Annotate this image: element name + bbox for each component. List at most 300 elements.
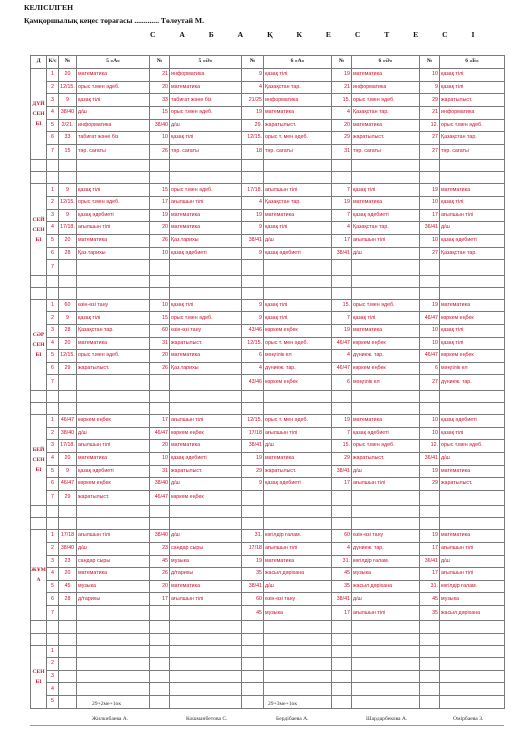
room-number <box>59 260 77 275</box>
table-row <box>31 299 505 312</box>
lesson-number: 3 <box>47 440 59 453</box>
subject-cell: ағылшын тілі <box>264 542 332 555</box>
room-number: 20 <box>59 234 77 247</box>
separator-row <box>31 402 505 414</box>
lesson-number: 2 <box>47 658 59 671</box>
table-row <box>31 542 505 555</box>
subject-cell: Қазақстан тар. <box>264 81 332 94</box>
room-number: 19 <box>332 197 352 210</box>
subject-cell: математика <box>352 324 420 337</box>
room-number: 20 <box>150 81 170 94</box>
empty-cell <box>59 402 77 414</box>
subject-cell: көркем еңбек <box>440 350 505 363</box>
empty-cell <box>170 275 242 287</box>
subject-cell <box>170 606 242 621</box>
empty-cell <box>440 275 505 287</box>
column-header: 6 «Б» <box>440 56 505 69</box>
subject-cell: д/тарихы <box>77 593 150 606</box>
empty-cell <box>420 160 440 172</box>
subject-cell: орыс т.мен әдеб. <box>352 440 420 453</box>
room-number: 38/41 <box>242 580 264 593</box>
room-number: 38/41 <box>332 593 352 606</box>
column-header: К/с <box>47 56 59 69</box>
room-number: 4 <box>332 222 352 235</box>
subject-cell <box>170 683 242 696</box>
empty-cell <box>77 172 150 184</box>
subject-cell: көркем еңбек <box>77 415 150 428</box>
lesson-number: 4 <box>47 452 59 465</box>
subject-cell: орыс т.мен әдеб. <box>440 440 505 453</box>
empty-cell <box>31 633 47 645</box>
subject-cell: д/тарихы <box>170 568 242 581</box>
empty-cell <box>31 402 47 414</box>
empty-cell <box>150 172 170 184</box>
empty-cell <box>242 287 264 299</box>
room-number: 29 <box>242 465 264 478</box>
subject-cell <box>440 260 505 275</box>
empty-cell <box>420 518 440 530</box>
subject-cell: д/ш <box>77 427 150 440</box>
subject-cell: д/ш <box>352 593 420 606</box>
room-number <box>59 375 77 390</box>
lesson-number: 1 <box>47 184 59 197</box>
room-number: 17/18 <box>242 542 264 555</box>
subject-cell: ағылшын тілі <box>77 530 150 543</box>
lesson-number: 1 <box>47 299 59 312</box>
subject-cell: ағылшын тілі <box>170 197 242 210</box>
empty-cell <box>332 402 352 414</box>
room-number: 15 <box>150 184 170 197</box>
subject-cell: Қазақстан тар. <box>77 324 150 337</box>
room-number: 19 <box>420 299 440 312</box>
subject-cell: көркем еңбек <box>352 337 420 350</box>
subject-cell <box>440 658 505 671</box>
table-row <box>31 658 505 671</box>
room-number <box>150 645 170 658</box>
subject-cell: көркем еңбек <box>170 490 242 505</box>
lesson-number: 4 <box>47 107 59 120</box>
empty-cell <box>440 621 505 633</box>
room-number <box>420 260 440 275</box>
room-number: 31 <box>150 465 170 478</box>
subject-cell: тәр. сағаты <box>170 144 242 159</box>
subject-cell <box>264 658 332 671</box>
subject-cell: орыс т.мен әдеб. <box>352 94 420 107</box>
subject-cell: математика <box>440 530 505 543</box>
column-header: № <box>420 56 440 69</box>
room-number: 12. <box>420 119 440 132</box>
lesson-number: 4 <box>47 568 59 581</box>
room-number: 29 <box>59 490 77 505</box>
room-number: 31. <box>332 555 352 568</box>
subject-cell: мәңгілік ел <box>440 362 505 375</box>
signature-5: Омірбаева З. <box>453 716 484 722</box>
empty-cell <box>440 390 505 402</box>
room-number: 18 <box>242 144 264 159</box>
table-row <box>31 362 505 375</box>
room-number: 17 <box>150 593 170 606</box>
room-number <box>59 645 77 658</box>
room-number: 7 <box>332 184 352 197</box>
table-row <box>31 645 505 658</box>
subject-cell: көркем еңбек <box>440 312 505 325</box>
room-number: 9 <box>420 81 440 94</box>
subject-cell: жаратылыст. <box>264 119 332 132</box>
room-number: 38/41 <box>242 234 264 247</box>
subject-cell: қазақ тілі <box>170 132 242 145</box>
approved-label: КЕЛІСІЛГЕН <box>24 3 73 12</box>
empty-cell <box>47 506 59 518</box>
separator-row <box>31 390 505 402</box>
subject-cell: тәр. сағаты <box>352 144 420 159</box>
room-number: 38/41 <box>332 247 352 260</box>
room-number: 19 <box>242 209 264 222</box>
lesson-number: 3 <box>47 94 59 107</box>
room-number: 31. <box>420 580 440 593</box>
table-row <box>31 427 505 440</box>
empty-cell <box>420 402 440 414</box>
subject-cell <box>264 645 332 658</box>
subject-cell: көгілдір ғалам. <box>440 580 505 593</box>
subject-cell: орыс т.мен әдеб. <box>440 119 505 132</box>
subject-cell <box>170 375 242 390</box>
subject-cell: көркем еңбек <box>77 478 150 491</box>
subject-cell: информатика <box>264 94 332 107</box>
lesson-number: 5 <box>47 119 59 132</box>
empty-cell <box>59 160 77 172</box>
empty-cell <box>77 390 150 402</box>
empty-cell <box>332 287 352 299</box>
subject-cell: орыс т.мен әдеб. <box>170 107 242 120</box>
empty-cell <box>332 633 352 645</box>
room-number: 19 <box>332 415 352 428</box>
subject-cell <box>352 696 420 709</box>
table-row <box>31 478 505 491</box>
empty-cell <box>47 287 59 299</box>
column-header: № <box>59 56 77 69</box>
empty-cell <box>77 160 150 172</box>
table-row <box>31 312 505 325</box>
lesson-number: 1 <box>47 530 59 543</box>
table-row <box>31 530 505 543</box>
subject-cell: қазақ тілі <box>77 94 150 107</box>
table-row <box>31 222 505 235</box>
subject-cell <box>264 670 332 683</box>
subject-cell: көркем еңбек <box>264 375 332 390</box>
room-number <box>242 683 264 696</box>
room-number: 17/18. <box>242 184 264 197</box>
subject-cell <box>77 683 150 696</box>
room-number: 29 <box>420 478 440 491</box>
room-number: 38/40 <box>59 427 77 440</box>
subject-cell: қазақ тілі <box>440 427 505 440</box>
empty-cell <box>77 621 150 633</box>
subject-cell: жаратылыст. <box>440 478 505 491</box>
subject-cell: Қазақстан тар. <box>352 222 420 235</box>
lesson-number: 7 <box>47 606 59 621</box>
room-number: 15 <box>150 312 170 325</box>
room-number: 20 <box>150 440 170 453</box>
room-number: 20 <box>59 69 77 82</box>
room-number: 60 <box>59 299 77 312</box>
empty-cell <box>77 506 150 518</box>
room-number: 10 <box>150 132 170 145</box>
table-row <box>31 440 505 453</box>
room-number: 27 <box>420 375 440 390</box>
empty-cell <box>440 518 505 530</box>
subject-cell: Қаз.тарихы <box>77 247 150 260</box>
empty-cell <box>170 402 242 414</box>
lesson-number: 2 <box>47 197 59 210</box>
room-number: 9 <box>242 69 264 82</box>
empty-cell <box>242 172 264 184</box>
subject-cell: д/ш <box>77 107 150 120</box>
table-row <box>31 490 505 505</box>
room-number: 4 <box>332 107 352 120</box>
table-row <box>31 184 505 197</box>
empty-cell <box>77 518 150 530</box>
subject-cell: математика <box>77 568 150 581</box>
room-number <box>242 645 264 658</box>
subject-cell: ағылшын тілі <box>77 440 150 453</box>
subject-cell: математика <box>77 452 150 465</box>
room-number: 29 <box>420 94 440 107</box>
subject-cell: тәр. сағаты <box>264 144 332 159</box>
subject-cell: математика <box>170 222 242 235</box>
table-row <box>31 234 505 247</box>
room-number <box>420 683 440 696</box>
room-number: 21 <box>150 69 170 82</box>
subject-cell <box>264 260 332 275</box>
empty-cell <box>31 287 47 299</box>
empty-cell <box>150 287 170 299</box>
subject-cell: д/ш <box>440 222 505 235</box>
subject-cell: ағылшын тілі <box>170 415 242 428</box>
empty-cell <box>170 390 242 402</box>
room-number <box>150 670 170 683</box>
room-number <box>242 670 264 683</box>
empty-cell <box>59 621 77 633</box>
subject-cell: қазақ әдебиеті <box>352 209 420 222</box>
table-row <box>31 375 505 390</box>
empty-cell <box>242 160 264 172</box>
room-number: 12/15. <box>59 197 77 210</box>
room-number: 46/47 <box>420 350 440 363</box>
room-number: 12/15. <box>242 132 264 145</box>
empty-cell <box>170 633 242 645</box>
subject-cell <box>352 670 420 683</box>
subject-cell: қазақ әдебиеті <box>77 209 150 222</box>
signature-4: Шардарбекова А. <box>366 716 408 722</box>
lesson-number: 6 <box>47 247 59 260</box>
room-number <box>420 696 440 709</box>
subject-cell: орыс т.мен әдеб. <box>77 197 150 210</box>
room-number <box>242 696 264 709</box>
separator-row <box>31 621 505 633</box>
empty-cell <box>59 518 77 530</box>
empty-cell <box>242 506 264 518</box>
room-number: 46/47 <box>150 427 170 440</box>
separator-row <box>31 287 505 299</box>
subject-cell <box>170 645 242 658</box>
subject-cell: қазақ әдебиеті <box>440 415 505 428</box>
lesson-number: 6 <box>47 362 59 375</box>
room-number: 20 <box>150 350 170 363</box>
page-title: С А Б А Қ К Е С Т Е С І <box>150 30 486 39</box>
room-number: 9 <box>242 299 264 312</box>
table-row <box>31 415 505 428</box>
room-number: 45 <box>332 568 352 581</box>
room-number: 38/40 <box>150 119 170 132</box>
room-number: 46/47 <box>59 415 77 428</box>
day-name-5: СЕНБІ <box>31 645 47 708</box>
subject-cell: өзін-өзі тану <box>264 593 332 606</box>
lesson-number: 1 <box>47 415 59 428</box>
empty-cell <box>170 621 242 633</box>
subject-cell: математика <box>352 69 420 82</box>
subject-cell: Қазақстан тар. <box>352 107 420 120</box>
room-number: 6 <box>332 375 352 390</box>
room-number: 35 <box>332 580 352 593</box>
room-number: 46/47 <box>59 478 77 491</box>
subject-cell: математика <box>264 452 332 465</box>
room-number <box>332 260 352 275</box>
lesson-number: 3 <box>47 670 59 683</box>
lesson-number: 6 <box>47 132 59 145</box>
subject-cell: математика <box>352 415 420 428</box>
room-number: 28 <box>59 247 77 260</box>
room-number: 15. <box>332 440 352 453</box>
table-row <box>31 132 505 145</box>
lesson-number: 1 <box>47 645 59 658</box>
room-number: 17 <box>332 478 352 491</box>
room-number: 17 <box>150 415 170 428</box>
subject-cell: қазақ тілі <box>264 69 332 82</box>
room-number: 15. <box>332 94 352 107</box>
table-row <box>31 452 505 465</box>
signature-1: Жилкибаева А. <box>92 716 129 722</box>
room-number: 19 <box>332 69 352 82</box>
empty-cell <box>440 506 505 518</box>
column-header: № <box>332 56 352 69</box>
subject-cell: д/ш <box>440 555 505 568</box>
table-row <box>31 593 505 606</box>
separator-row <box>31 275 505 287</box>
room-number: 38/40 <box>59 107 77 120</box>
room-number: 7 <box>332 312 352 325</box>
empty-cell <box>332 506 352 518</box>
room-number: 35 <box>420 606 440 621</box>
room-number: 60 <box>150 324 170 337</box>
room-number: 26 <box>150 234 170 247</box>
room-number: 27 <box>420 144 440 159</box>
empty-cell <box>264 506 332 518</box>
table-row <box>31 107 505 120</box>
room-number: 31. <box>242 530 264 543</box>
room-number <box>332 696 352 709</box>
room-number: 10 <box>150 247 170 260</box>
empty-cell <box>59 172 77 184</box>
room-number: 4 <box>332 542 352 555</box>
table-row <box>31 606 505 621</box>
room-number: 60 <box>242 593 264 606</box>
room-number: 19 <box>420 530 440 543</box>
room-number: 29 <box>332 452 352 465</box>
room-number: 28 <box>59 593 77 606</box>
empty-cell <box>440 160 505 172</box>
table-row <box>31 555 505 568</box>
subject-cell: орыс т. мен әдеб. <box>264 415 332 428</box>
empty-cell <box>352 506 420 518</box>
room-number: 43/46 <box>242 375 264 390</box>
table-row <box>31 683 505 696</box>
room-number: 20 <box>332 119 352 132</box>
room-number: 19 <box>242 452 264 465</box>
subject-cell: д/ш <box>352 247 420 260</box>
subject-cell: ағылшын тілі <box>264 427 332 440</box>
subject-cell: Қазақстан тар. <box>440 247 505 260</box>
empty-cell <box>440 287 505 299</box>
subject-cell: өзін-өзі тану <box>170 324 242 337</box>
room-number: 17 <box>420 209 440 222</box>
subject-cell <box>77 658 150 671</box>
subject-cell: математика <box>77 234 150 247</box>
empty-cell <box>440 172 505 184</box>
table-row <box>31 260 505 275</box>
subject-cell: Қаз.тарихы <box>170 362 242 375</box>
table-row <box>31 69 505 82</box>
room-number: 17 <box>420 542 440 555</box>
subject-cell: дүниеж. тар. <box>264 362 332 375</box>
room-number: 10 <box>420 324 440 337</box>
subject-cell <box>170 658 242 671</box>
room-number: 9 <box>59 184 77 197</box>
subject-cell <box>440 696 505 709</box>
room-number: 9 <box>59 94 77 107</box>
subject-cell: жаратылыст. <box>264 465 332 478</box>
lesson-number: 5 <box>47 580 59 593</box>
subject-cell: сандар сыры <box>77 555 150 568</box>
empty-cell <box>420 172 440 184</box>
subject-cell <box>352 260 420 275</box>
room-number: 38/41 <box>332 465 352 478</box>
room-number <box>150 683 170 696</box>
table-row <box>31 119 505 132</box>
separator-row <box>31 633 505 645</box>
subject-cell <box>352 683 420 696</box>
day-name-1: СЕЙСЕНБІ <box>31 184 47 275</box>
empty-cell <box>31 160 47 172</box>
empty-cell <box>170 506 242 518</box>
subject-cell <box>77 260 150 275</box>
empty-cell <box>31 172 47 184</box>
subject-cell: музыка <box>264 606 332 621</box>
room-number: 36/41 <box>420 555 440 568</box>
subject-cell: ағылшын тілі <box>170 593 242 606</box>
lesson-number: 2 <box>47 542 59 555</box>
room-number: 19 <box>332 324 352 337</box>
subject-cell: жаратылыст. <box>170 465 242 478</box>
room-number: 29. <box>242 119 264 132</box>
lesson-number: 2 <box>47 312 59 325</box>
empty-cell <box>264 160 332 172</box>
empty-cell <box>47 518 59 530</box>
subject-cell: информатика <box>440 107 505 120</box>
subject-cell <box>77 606 150 621</box>
room-number: 9 <box>59 312 77 325</box>
empty-cell <box>352 172 420 184</box>
subject-cell: ағылшын тілі <box>264 184 332 197</box>
